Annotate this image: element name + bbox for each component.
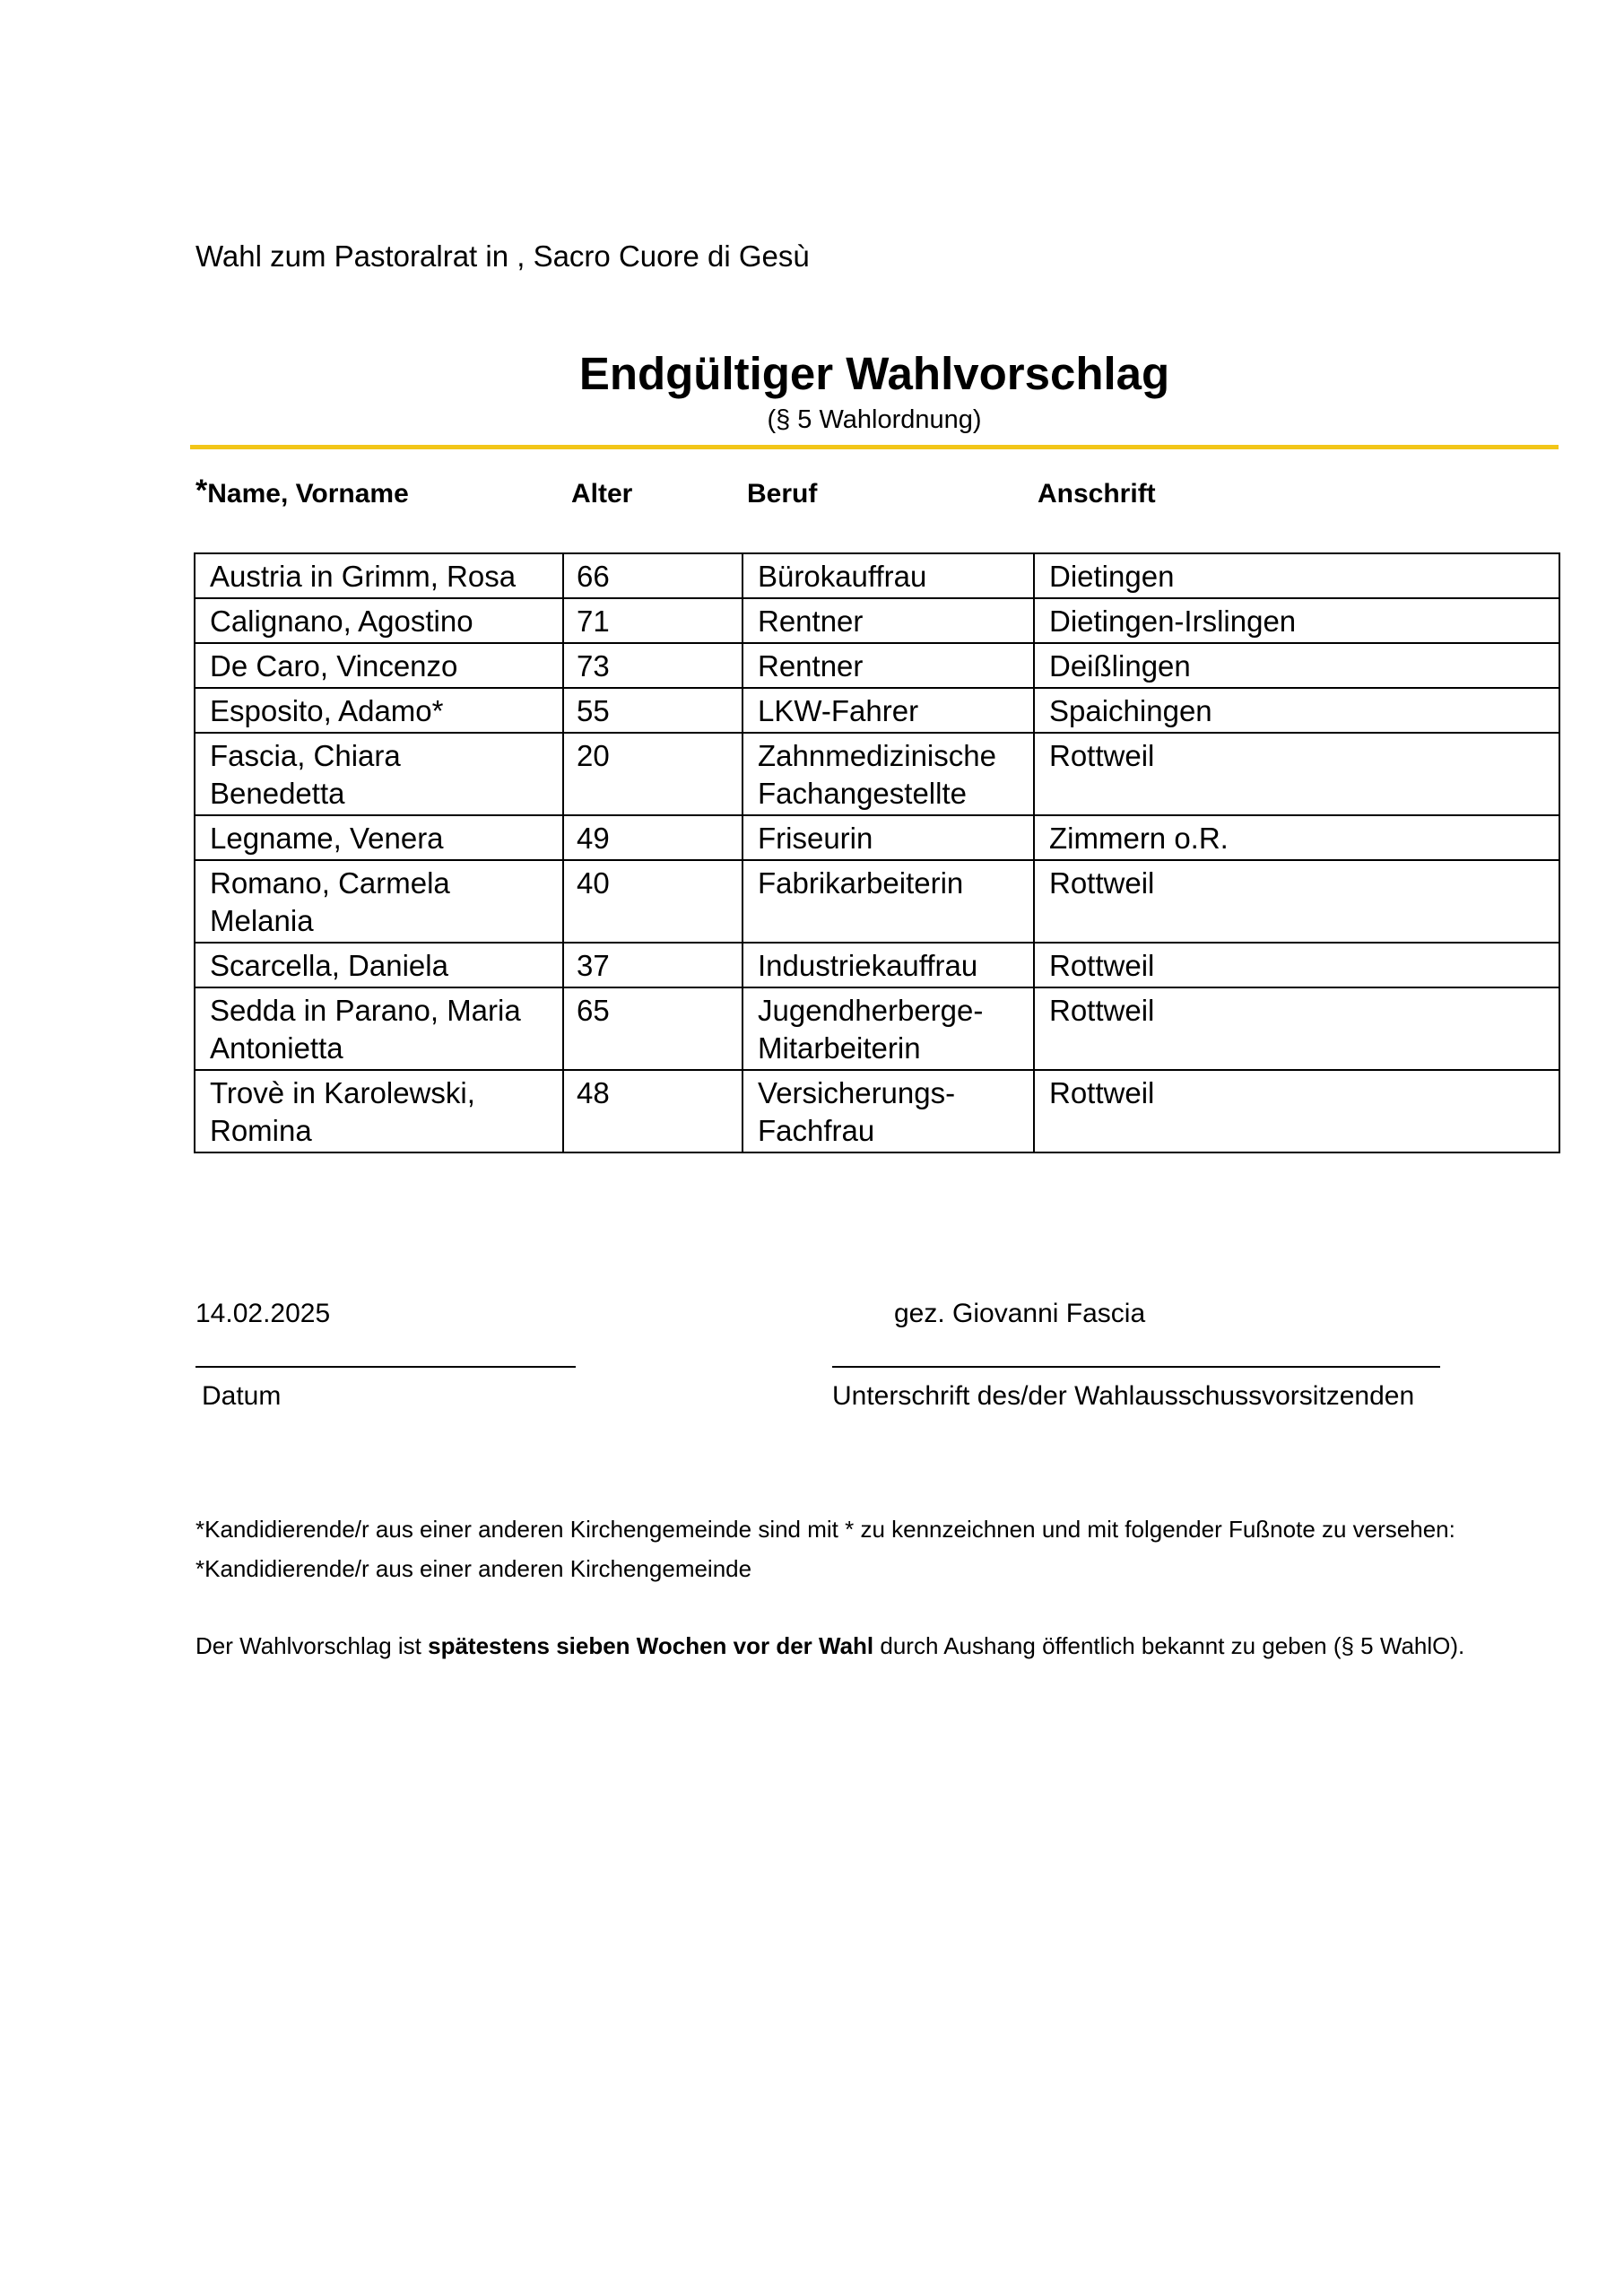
cell-address: Dietingen-Irslingen bbox=[1034, 598, 1559, 643]
table-row bbox=[195, 815, 1559, 860]
cell-address: Rottweil bbox=[1034, 860, 1559, 943]
cell-name: Fascia, Chiara Benedetta bbox=[195, 733, 563, 815]
cell-age: 20 bbox=[563, 733, 743, 815]
cell-job: Versicherungs- Fachfrau bbox=[743, 1070, 1034, 1152]
signed-by: gez. Giovanni Fascia bbox=[894, 1299, 1146, 1328]
table-row bbox=[195, 553, 1559, 598]
cell-age: 48 bbox=[563, 1070, 743, 1152]
document-subtitle: (§ 5 Wahlordnung) bbox=[767, 405, 982, 434]
table-row bbox=[195, 943, 1559, 987]
cell-address: Rottweil bbox=[1034, 987, 1559, 1070]
cell-age: 71 bbox=[563, 598, 743, 643]
publication-note-pre: Der Wahlvorschlag ist bbox=[195, 1632, 429, 1659]
cell-age: 49 bbox=[563, 815, 743, 860]
cell-age: 40 bbox=[563, 860, 743, 943]
cell-age: 66 bbox=[563, 553, 743, 598]
date-label: Datum bbox=[202, 1381, 282, 1411]
cell-name: Scarcella, Daniela bbox=[195, 943, 563, 987]
cell-name: Calignano, Agostino bbox=[195, 598, 563, 643]
cell-address: Spaichingen bbox=[1034, 688, 1559, 733]
cell-address: Deißlingen bbox=[1034, 643, 1559, 688]
cell-name: Legname, Venera bbox=[195, 815, 563, 860]
asterisk-mark: * bbox=[195, 474, 208, 508]
cell-name: Romano, Carmela Melania bbox=[195, 860, 563, 943]
signature-label: Unterschrift des/der Wahlausschussvorsitzenden bbox=[832, 1381, 1415, 1411]
table-row bbox=[195, 987, 1559, 1070]
cell-name: Austria in Grimm, Rosa bbox=[195, 553, 563, 598]
cell-job: Jugendherberge- Mitarbeiterin bbox=[743, 987, 1034, 1070]
cell-address: Rottweil bbox=[1034, 1070, 1559, 1152]
cell-age: 55 bbox=[563, 688, 743, 733]
candidate-table bbox=[194, 552, 1560, 1153]
cell-address: Rottweil bbox=[1034, 733, 1559, 815]
column-header-age: Alter bbox=[571, 479, 633, 509]
cell-address: Rottweil bbox=[1034, 943, 1559, 987]
date-line bbox=[195, 1366, 576, 1368]
cell-job: Bürokauffrau bbox=[743, 553, 1034, 598]
cell-age: 65 bbox=[563, 987, 743, 1070]
cell-job: Zahnmedizinische Fachangestellte bbox=[743, 733, 1034, 815]
cell-name: De Caro, Vincenzo bbox=[195, 643, 563, 688]
table-row bbox=[195, 598, 1559, 643]
cell-name: Sedda in Parano, Maria Antonietta bbox=[195, 987, 563, 1070]
cell-name: Esposito, Adamo* bbox=[195, 688, 563, 733]
cell-job: LKW-Fahrer bbox=[743, 688, 1034, 733]
publication-note bbox=[195, 1632, 1464, 1660]
cell-job: Industriekauffrau bbox=[743, 943, 1034, 987]
table-row bbox=[195, 860, 1559, 943]
cell-name: Trovè in Karolewski, Romina bbox=[195, 1070, 563, 1152]
cell-age: 73 bbox=[563, 643, 743, 688]
footnote-text: *Kandidierende/r aus einer anderen Kirchengemeinde bbox=[195, 1555, 752, 1582]
publication-note-post: durch Aushang öffentlich bekannt zu geben (§ 5 WahlO). bbox=[873, 1632, 1465, 1659]
cell-age: 37 bbox=[563, 943, 743, 987]
document-title: Endgültiger Wahlvorschlag bbox=[578, 348, 1170, 399]
column-header-name bbox=[195, 474, 409, 514]
cell-job: Rentner bbox=[743, 598, 1034, 643]
election-heading: Wahl zum Pastoralrat in , Sacro Cuore di Gesù bbox=[195, 239, 810, 273]
table-row bbox=[195, 643, 1559, 688]
cell-address: Zimmern o.R. bbox=[1034, 815, 1559, 860]
column-header-address: Anschrift bbox=[1038, 479, 1156, 509]
table-row bbox=[195, 733, 1559, 815]
table-row bbox=[195, 1070, 1559, 1152]
cell-address: Dietingen bbox=[1034, 553, 1559, 598]
cell-job: Rentner bbox=[743, 643, 1034, 688]
footnote-instruction: *Kandidierende/r aus einer anderen Kirchengemeinde sind mit * zu kennzeichnen und mit folgender Fußnote zu versehen: bbox=[195, 1516, 1455, 1543]
cell-job: Friseurin bbox=[743, 815, 1034, 860]
accent-rule bbox=[190, 445, 1559, 449]
publication-note-deadline: spätestens sieben Wochen vor der Wahl bbox=[428, 1632, 874, 1659]
cell-job: Fabrikarbeiterin bbox=[743, 860, 1034, 943]
column-header-job: Beruf bbox=[747, 479, 818, 509]
table-row bbox=[195, 688, 1559, 733]
signature-line bbox=[832, 1366, 1440, 1368]
column-header-name-label: Name, Vorname bbox=[207, 479, 409, 509]
date-value: 14.02.2025 bbox=[195, 1299, 331, 1328]
